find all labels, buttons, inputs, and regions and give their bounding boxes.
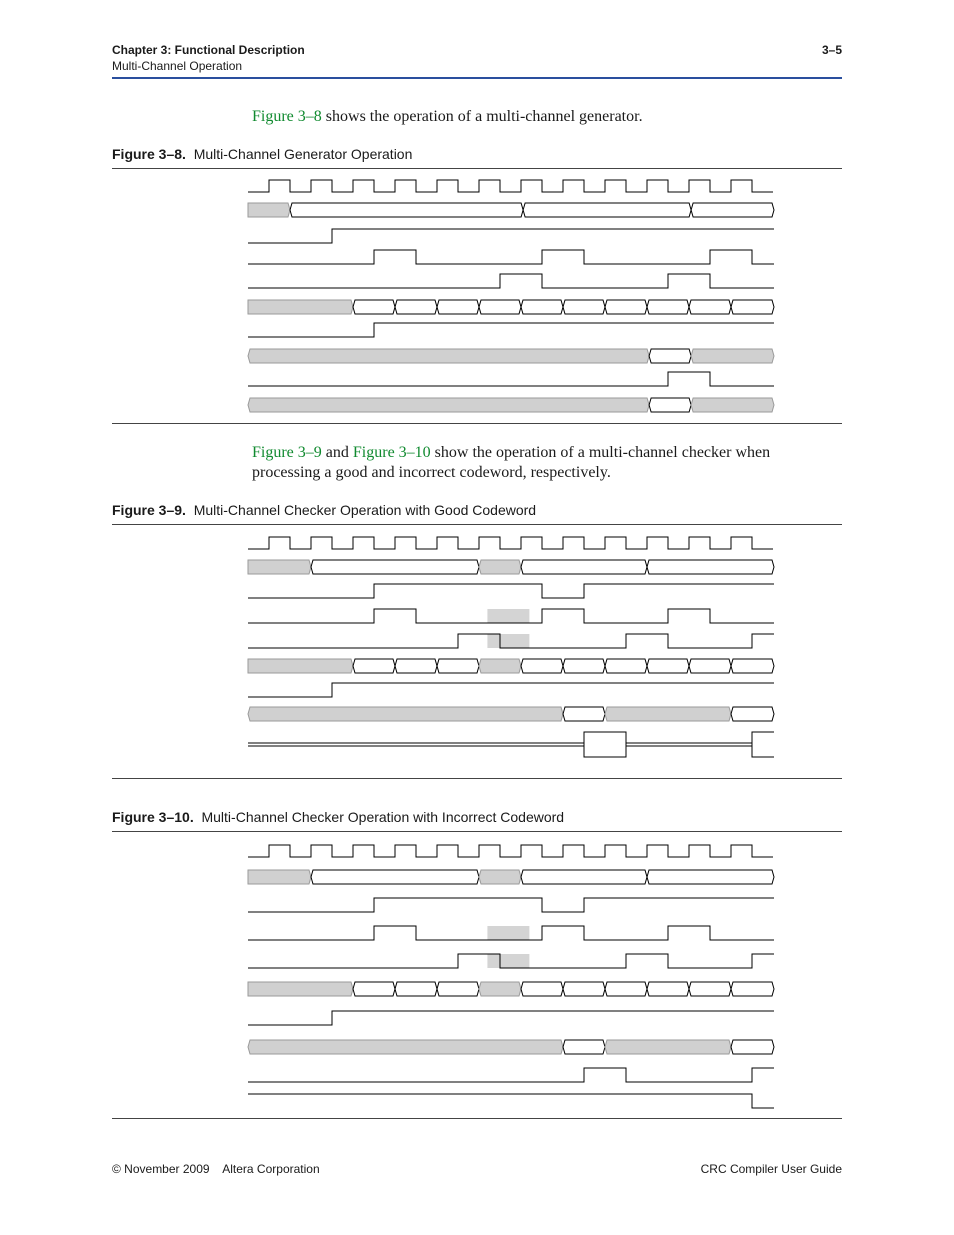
bus-waveform <box>521 982 563 996</box>
intro-paragraph-2 <box>252 443 827 483</box>
bus-waveform <box>731 707 774 721</box>
bus-waveform <box>248 560 311 574</box>
bus-waveform <box>248 349 649 363</box>
signal-waveform <box>248 274 774 288</box>
figure-3-8-timing-diagram <box>240 170 785 420</box>
bus-waveform <box>731 982 774 996</box>
clock-waveform <box>248 845 773 857</box>
bus-waveform <box>691 349 774 363</box>
chapter-title: Chapter 3: Functional Description <box>112 43 305 57</box>
bus-waveform <box>248 870 311 884</box>
bus-waveform <box>605 300 647 314</box>
bus-waveform <box>605 982 647 996</box>
footer-company: Altera Corporation <box>222 1162 320 1176</box>
bus-waveform <box>647 659 689 673</box>
bus-waveform <box>353 300 395 314</box>
bus-waveform <box>691 203 774 217</box>
bus-waveform <box>521 870 647 884</box>
bus-waveform <box>248 982 353 996</box>
bus-waveform <box>563 1040 605 1054</box>
bus-waveform <box>691 398 774 412</box>
bus-waveform <box>731 659 774 673</box>
bus-waveform <box>248 203 290 217</box>
footer-guide-title: CRC Compiler User Guide <box>700 1162 842 1176</box>
figure-3-9-timing-diagram <box>240 527 785 777</box>
bus-waveform <box>311 870 479 884</box>
bus-waveform <box>290 203 523 217</box>
signal-waveform <box>248 1094 774 1108</box>
bus-waveform <box>731 1040 774 1054</box>
bus-waveform <box>479 982 521 996</box>
figure-bottom-rule <box>112 778 842 779</box>
footer-left <box>112 1162 320 1176</box>
signal-waveform <box>248 229 774 243</box>
bus-waveform <box>479 560 521 574</box>
clock-waveform <box>248 537 773 549</box>
figure-title: Multi-Channel Generator Operation <box>193 146 413 162</box>
bus-waveform <box>311 560 479 574</box>
signal-waveform <box>248 743 774 757</box>
bus-waveform <box>248 659 353 673</box>
bus-waveform <box>395 300 437 314</box>
figure-label: Figure 3–10. <box>112 809 194 825</box>
bus-waveform <box>647 300 689 314</box>
bus-waveform <box>605 707 731 721</box>
bus-waveform <box>689 300 731 314</box>
figure-top-rule <box>112 168 842 169</box>
bus-waveform <box>437 982 479 996</box>
signal-waveform <box>248 250 774 264</box>
bus-waveform <box>353 659 395 673</box>
figure-3-8-link[interactable]: Figure 3–8 <box>252 108 322 125</box>
bus-waveform <box>563 659 605 673</box>
bus-waveform <box>649 349 691 363</box>
figure-title: Multi-Channel Checker Operation with Good Codeword <box>193 502 537 518</box>
figure-bottom-rule <box>112 1118 842 1119</box>
figure-label: Figure 3–8. <box>112 146 186 162</box>
signal-waveform <box>248 1068 774 1082</box>
signal-waveform <box>248 1011 774 1025</box>
figure-3-10-link[interactable]: Figure 3–10 <box>352 444 431 461</box>
section-title: Multi-Channel Operation <box>112 59 243 73</box>
header-rule <box>112 77 842 79</box>
figure-3-9-link[interactable]: Figure 3–9 <box>252 444 322 461</box>
dont-care-region <box>487 609 529 623</box>
bus-waveform <box>395 982 437 996</box>
bus-waveform <box>521 560 647 574</box>
bus-waveform <box>731 300 774 314</box>
bus-waveform <box>563 707 605 721</box>
signal-waveform <box>248 732 774 746</box>
intro-text-1: shows the operation of a multi-channel generator. <box>321 108 643 125</box>
figure-top-rule <box>112 831 842 832</box>
intro-text-and: and <box>321 444 353 461</box>
intro-paragraph-1 <box>252 107 827 127</box>
bus-waveform <box>437 300 479 314</box>
bus-waveform <box>647 560 774 574</box>
signal-waveform <box>248 898 774 912</box>
bus-waveform <box>689 659 731 673</box>
figure-label: Figure 3–9. <box>112 502 186 518</box>
figure-3-9-caption <box>112 502 536 518</box>
bus-waveform <box>647 982 689 996</box>
signal-waveform <box>248 683 774 697</box>
bus-waveform <box>248 300 353 314</box>
signal-waveform <box>248 323 774 337</box>
bus-waveform <box>479 300 521 314</box>
figure-3-8-caption <box>112 146 412 162</box>
bus-waveform <box>605 659 647 673</box>
clock-waveform <box>248 180 773 192</box>
bus-waveform <box>521 300 563 314</box>
dont-care-region <box>487 926 529 940</box>
bus-waveform <box>395 659 437 673</box>
bus-waveform <box>649 398 691 412</box>
bus-waveform <box>437 659 479 673</box>
bus-waveform <box>248 1040 563 1054</box>
bus-waveform <box>353 982 395 996</box>
bus-waveform <box>479 870 521 884</box>
bus-waveform <box>563 300 605 314</box>
dont-care-region <box>487 954 529 968</box>
figure-3-10-caption <box>112 809 564 825</box>
bus-waveform <box>248 398 649 412</box>
footer-date: © November 2009 <box>112 1162 210 1176</box>
dont-care-region <box>487 634 529 648</box>
signal-waveform <box>248 584 774 598</box>
bus-waveform <box>479 659 521 673</box>
bus-waveform <box>521 659 563 673</box>
bus-waveform <box>647 870 774 884</box>
figure-title: Multi-Channel Checker Operation with Incorrect Codeword <box>201 809 565 825</box>
bus-waveform <box>689 982 731 996</box>
figure-top-rule <box>112 524 842 525</box>
bus-waveform <box>605 1040 731 1054</box>
bus-waveform <box>248 707 563 721</box>
intro-text-2: show the operation of a multi-channel checker when processing a good and incorrect codeword, respectively. <box>252 444 771 481</box>
figure-bottom-rule <box>112 423 842 424</box>
bus-waveform <box>563 982 605 996</box>
signal-waveform <box>248 372 774 386</box>
bus-waveform <box>523 203 691 217</box>
page-number: 3–5 <box>821 43 842 57</box>
figure-3-10-timing-diagram <box>240 835 785 1115</box>
